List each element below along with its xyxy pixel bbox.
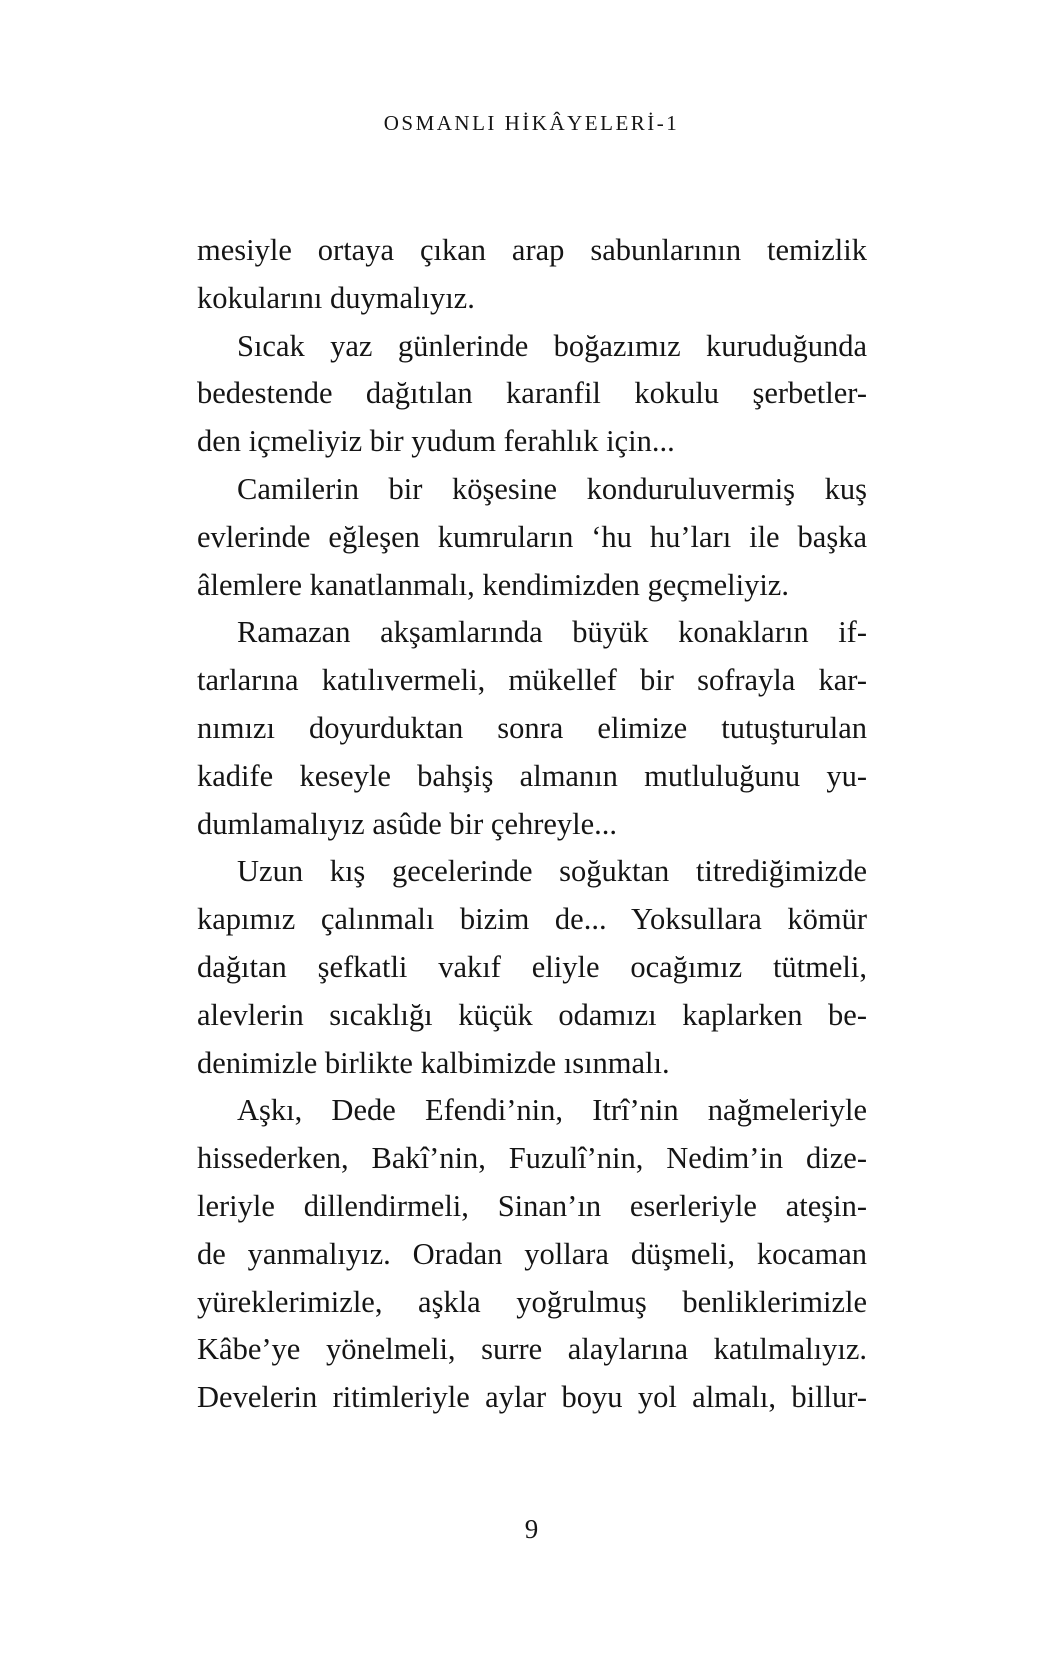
body-text xyxy=(197,227,867,1422)
text-line: kadife keseyle bahşiş almanın mutluluğunu yu- xyxy=(197,758,867,793)
text-line: nımızı doyurduktan sonra elimize tutuşturulan xyxy=(197,710,867,745)
running-header: OSMANLI HİKÂYELERİ-1 xyxy=(383,111,680,135)
text-line: Uzun kış gecelerinde soğuktan titrediğimizde xyxy=(237,854,867,889)
text-line: kokularını duymalıyız. xyxy=(197,280,475,315)
text-line: tarlarına katılıvermeli, mükellef bir sofrayla kar- xyxy=(197,663,867,698)
text-line: âlemlere kanatlanmalı, kendimizden geçmeliyiz. xyxy=(197,567,789,602)
text-line: dağıtan şefkatli vakıf eliyle ocağımız tütmeli, xyxy=(197,949,867,984)
text-line: denimizle birlikte kalbimizde ısınmalı. xyxy=(197,1045,670,1080)
text-line: Camilerin bir köşesine konduruluvermiş kuş xyxy=(237,471,867,506)
text-line: yüreklerimizle, aşkla yoğrulmuş benliklerimizle xyxy=(197,1284,867,1319)
text-line: dumlamalıyız asûde bir çehreyle... xyxy=(197,806,618,841)
text-line: alevlerin sıcaklığı küçük odamızı kaplarken be- xyxy=(197,997,867,1032)
text-line: Sıcak yaz günlerinde boğazımız kuruduğunda xyxy=(237,328,867,363)
text-line: mesiyle ortaya çıkan arap sabunlarının temizlik xyxy=(197,233,867,267)
text-line: kapımız çalınmalı bizim de... Yoksullara kömür xyxy=(197,902,867,937)
text-line: evlerinde eğleşen kumruların ‘hu hu’ları ile başka xyxy=(197,519,867,554)
text-line: leriyle dillendirmeli, Sinan’ın eserleriyle ateşin- xyxy=(197,1188,867,1223)
text-line: de yanmalıyız. Oradan yollara düşmeli, kocaman xyxy=(197,1236,867,1271)
text-line: hissederken, Bakî’nin, Fuzulî’nin, Nedim’in dize- xyxy=(197,1141,867,1176)
text-line: den içmeliyiz bir yudum ferahlık için... xyxy=(197,424,675,459)
page-number: 9 xyxy=(524,1514,539,1544)
text-line: Ramazan akşamlarında büyük konakların if- xyxy=(237,615,867,650)
text-line: Aşkı, Dede Efendi’nin, Itrî’nin nağmeleriyle xyxy=(237,1093,867,1128)
text-line: Develerin ritimleriyle aylar boyu yol almalı, billur- xyxy=(197,1380,867,1415)
text-line: bedestende dağıtılan karanfil kokulu şerbetler- xyxy=(197,376,867,411)
text-line: Kâbe’ye yönelmeli, surre alaylarına katılmalıyız. xyxy=(197,1332,867,1367)
